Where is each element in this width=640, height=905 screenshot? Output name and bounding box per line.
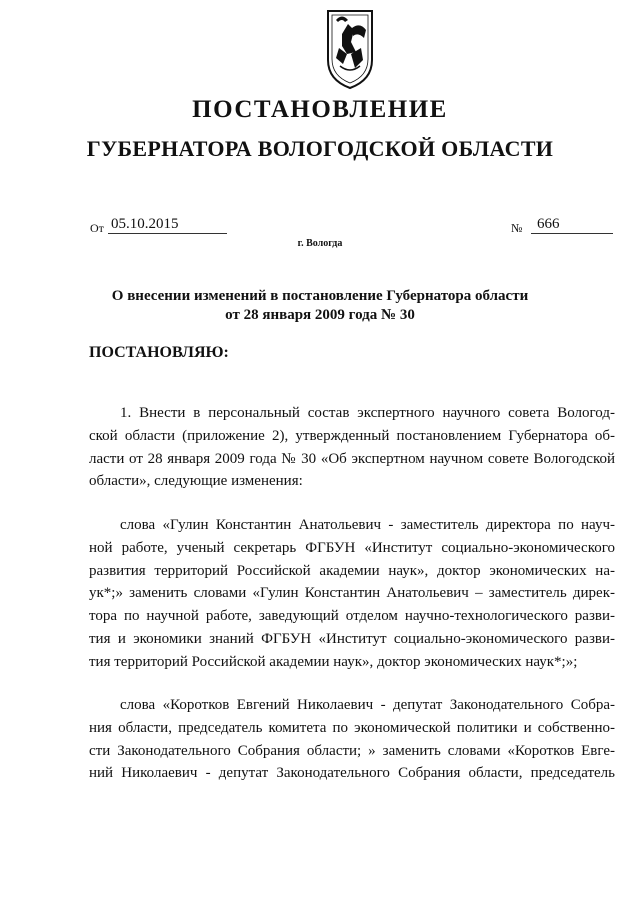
text-line: 1. Внести в персональный состав экспертного научного совета Вологод- bbox=[120, 405, 615, 421]
document-subject bbox=[0, 287, 640, 325]
document-issuer: ГУБЕРНАТОРА ВОЛОГОДСКОЙ ОБЛАСТИ bbox=[86, 136, 554, 161]
number-value: 666 bbox=[531, 216, 613, 234]
text-line: ской области (приложение 2), утвержденный постановлением Губернатора об- bbox=[89, 427, 615, 444]
text-line: ния области, председатель комитета по экономической политики и собственно- bbox=[89, 719, 615, 736]
vologda-coat-of-arms-icon bbox=[325, 8, 375, 90]
document-title: ПОСТАНОВЛЕНИЕ bbox=[192, 96, 448, 123]
text-line: ний Николаевич - депутат Законодательного Собрания области, председатель bbox=[89, 765, 615, 782]
paragraph-3 bbox=[89, 694, 615, 785]
text-line: ласти от 28 января 2009 года № 30 «Об экспертном научном совете Вологодской bbox=[89, 450, 615, 467]
paragraph-1 bbox=[89, 402, 615, 493]
subject-line: от 28 января 2009 года № 30 bbox=[225, 307, 415, 323]
text-line: сти Законодательного Собрания области; » заменить словами «Коротков Евге- bbox=[89, 742, 615, 759]
city-label: г. Вологда bbox=[297, 238, 343, 249]
text-line: тия и экономики знаний ФГБУН «Институт социально-экономического разви- bbox=[89, 630, 615, 647]
number-label: № bbox=[511, 221, 523, 235]
subject-line: О внесении изменений в постановление Губернатора области bbox=[111, 288, 529, 304]
text-line: ук*;» заменить словами «Гулин Константин Анатольевич – заместитель дирек- bbox=[89, 585, 615, 602]
text-line: области», следующие изменения: bbox=[89, 473, 303, 490]
text-line: ной работе, ученый секретарь ФГБУН «Институт социально-экономического bbox=[89, 539, 615, 556]
text-line: слова «Коротков Евгений Николаевич - депутат Законодательного Собра- bbox=[120, 697, 615, 713]
paragraph-2 bbox=[89, 514, 615, 674]
text-line: тора по научной работе, заведующий отделом научно-технологического разви- bbox=[89, 608, 615, 625]
date-value: 05.10.2015 bbox=[108, 216, 227, 234]
text-line: слова «Гулин Константин Анатольевич - заместитель директора по науч- bbox=[120, 517, 615, 533]
text-line: развития территорий Российской академии наук», доктор экономических на- bbox=[89, 562, 615, 579]
text-line: тия территорий Российской академии наук», доктор экономических наук*;»; bbox=[89, 653, 578, 670]
date-label: От bbox=[90, 221, 104, 235]
decree-heading: ПОСТАНОВЛЯЮ: bbox=[89, 344, 229, 361]
